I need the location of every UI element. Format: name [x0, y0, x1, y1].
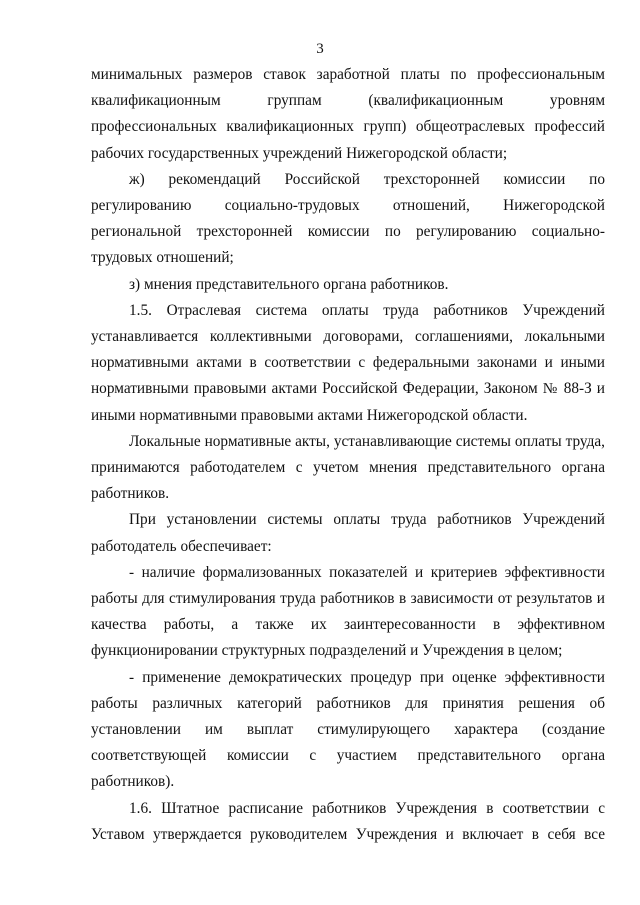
paragraph-salary-rates: минимальных размеров ставок заработной платы по профессиональным квалификационным группам (квалификационным уровням профессиональных квалификационных групп) общеотраслевых профессий рабочих государственных учреждений Нижегородской области; [91, 66, 605, 162]
paragraph-1-6: 1.6. Штатное расписание работников Учреждения в соответствии с Уставом утверждается руководителем Учреждения и включает в себя все [91, 799, 605, 843]
document-body [91, 62, 605, 848]
paragraph-1-5: 1.5. Отраслевая система оплаты труда работников Учреждений устанавливается коллективными договорами, соглашениями, локальными нормативными актами в соответствии с федеральными законами и иными нормативными правовыми актами Российской Федерации, Законом № 88-З и иными нормативными правовыми актами Нижегородской области. [91, 301, 605, 424]
paragraph-bullet-indicators: - наличие формализованных показателей и критериев эффективности работы для стимулирования труда работников в зависимости от результатов и качества работы, а также их заинтересованности в эффективном функционировании структурных подразделений и Учреждения в целом; [91, 563, 605, 660]
page-number: 3 [316, 41, 324, 57]
paragraph-item-zh: ж) рекомендаций Российской трехсторонней комиссии по регулированию социально-трудовых отношений, Нижегородской региональной трехсторонней комиссии по регулированию социально-трудовых отношений; [91, 170, 605, 267]
paragraph-bullet-procedures: - применение демократических процедур при оценке эффективности работы различных категорий работников для принятия решения об установлении им выплат стимулирующего характера (создание соответствующей комиссии с участием представительного органа работников). [91, 668, 605, 791]
paragraph-local-acts: Локальные нормативные акты, устанавливающие системы оплаты труда, принимаются работодателем с учетом мнения представительного органа работников. [91, 432, 605, 503]
paragraph-item-z: з) мнения представительного органа работников. [129, 275, 449, 293]
paragraph-employer-ensures: При установлении системы оплаты труда работников Учреждений работодатель обеспечивает: [91, 511, 605, 555]
